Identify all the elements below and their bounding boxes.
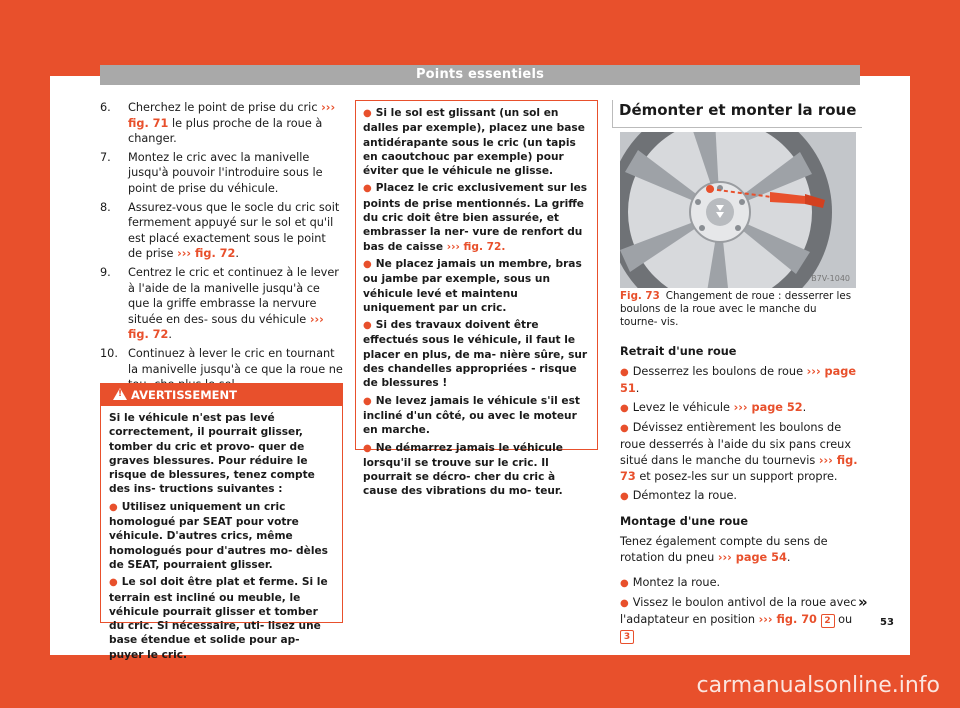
warning-bullet [109, 500, 334, 572]
bullet-icon: ● [620, 403, 629, 414]
instruction-text: Démontez la roue. [632, 489, 738, 502]
step-item [100, 100, 343, 147]
bullet-icon: ● [620, 491, 629, 502]
instruction-text: Desserrez les boulons de roue [632, 365, 807, 378]
instruction-text-after: et posez-les sur un support propre. [635, 470, 838, 483]
caution-bullet [363, 257, 590, 315]
instruction-text: Vissez le boulon antivol de la roue avec l'adaptateur en position [620, 596, 857, 626]
step-text-after: le plus proche de la roue à changer. [128, 116, 323, 146]
caution-bullet [363, 394, 590, 438]
bullet-icon: ● [363, 258, 372, 270]
wheel-illustration [620, 132, 856, 288]
position-marker: 2 [821, 614, 835, 628]
bullet-icon: ● [363, 442, 372, 454]
position-marker: 3 [620, 630, 634, 644]
bullet-icon: ● [620, 423, 629, 434]
bullet-icon: ● [620, 367, 629, 378]
subheading-mounting: Montage d'une roue [620, 515, 749, 528]
caution-text: Ne levez jamais le véhicule s'il est incliné d'un côté, ou avec le moteur en marche. [363, 394, 580, 437]
warning-bullet-text: Utilisez uniquement un cric homologué par SEAT pour votre véhicule. D'autres crics, même homologués pour d'autres mo- dèles de SEAT, pourraient glisser. [109, 500, 328, 571]
connector-text: ou [838, 613, 853, 626]
bullet-icon: ● [363, 108, 372, 119]
section-title: Démonter et monter la roue [612, 100, 862, 128]
step-number: 8. [100, 200, 111, 214]
instruction-bullet [620, 595, 860, 644]
caution-bullet [363, 181, 590, 253]
page-link[interactable]: ››› page 51 [620, 365, 856, 395]
caution-bullet [363, 441, 590, 499]
instruction-text: Levez le véhicule [632, 401, 734, 414]
warning-bullet [109, 575, 334, 662]
figure-tag: B7V-1040 [811, 274, 850, 283]
bullet-icon: ● [620, 578, 629, 589]
instruction-text: Dévissez entièrement les boulons de roue desserrés à l'aide du six pans creux situé dans le manche du tournevis [620, 421, 852, 467]
caution-bullet [363, 318, 590, 390]
figure-link[interactable]: ››› fig. 72 [177, 247, 236, 261]
instruction-bullet [620, 488, 860, 505]
warning-title: AVERTISSEMENT [131, 388, 238, 402]
warning-triangle-icon [113, 388, 127, 400]
instruction-bullet: ● Desserrez les boulons de roue ››› page 51. [620, 365, 856, 395]
caution-bullet [363, 106, 590, 178]
instruction-bullet [620, 420, 860, 485]
figure-number: Fig. 73 [620, 290, 660, 302]
warning-header [101, 384, 342, 406]
border-left [0, 0, 50, 708]
caution-text: Ne placez jamais un membre, bras ou jambe par exemple, sous un véhicule levé et maintenu uniquement par un cric. [363, 257, 582, 314]
bullet-icon: ● [363, 183, 372, 195]
wheel-section [612, 100, 862, 642]
section-header: Points essentiels [100, 65, 860, 85]
step-number: 7. [100, 150, 111, 164]
subheading-removal: Retrait d'une roue [620, 345, 737, 358]
warning-body [101, 406, 342, 662]
instruction-paragraph: Tenez également compte du sens de rotation du pneu ››› page 54. [620, 535, 828, 564]
wheel-figure [620, 132, 856, 288]
figure-caption [620, 290, 856, 329]
bullet-icon: ● [109, 501, 118, 513]
step-number: 9. [100, 265, 111, 279]
step-number: 10. [100, 346, 118, 360]
page-link[interactable]: ››› page 54 [717, 551, 787, 564]
figure-link[interactable]: ››› fig. 73 [620, 454, 858, 483]
step-text: Cherchez le point de prise du cric [128, 101, 322, 114]
step-text: Centrez le cric et continuez à le lever à l'aide de la manivelle jusqu'à ce que la griffe embrasse la nervure située en des- sous du véhicule [128, 265, 339, 326]
continue-chevron-icon: » [858, 593, 868, 611]
instruction-text: Montez la roue. [632, 576, 721, 589]
bullet-icon: ● [620, 598, 629, 609]
figure-link[interactable]: ››› fig. 72 [128, 312, 324, 342]
caption-text: Changement de roue : desserrer les boulons de la roue avec le manche du tourne- vis. [620, 290, 852, 328]
step-text-after: . [235, 247, 239, 261]
figure-link[interactable]: ››› fig. 72. [446, 240, 506, 253]
bullet-icon: ● [109, 577, 118, 589]
step-text: Continuez à lever le cric en tournant la manivelle jusqu'à ce que la roue ne [128, 346, 343, 376]
caution-text: Si des travaux doivent être effectués sous le véhicule, il faut le placer en plus, de ma- nière sûre, sur des chandelles appropriées - risque de blessures ! [363, 319, 588, 390]
step-item [100, 200, 343, 262]
step-item [100, 265, 343, 343]
border-right [910, 0, 960, 708]
page-number: 53 [880, 617, 894, 628]
warning-continuation-box [355, 100, 598, 498]
caution-text: Placez le cric exclusivement sur les points de prise mentionnés. La griffe du cric doit être bien assurée, et embrasser la ner- vure de renfort du bas de caisse [363, 182, 588, 253]
warning-box [100, 383, 343, 661]
step-text: Assurez-vous que le socle du cric soit fermement appuyé sur le sol et qu'il est placé exactement sous le point de prise [128, 200, 340, 261]
warning-intro: Si le véhicule n'est pas levé correctement, il pourrait glisser, tomber du cric et provo- quer de graves blessures. Pour réduire le risque de blessures, tenez compte des ins- tructions suivantes : [109, 412, 315, 496]
instruction-text: Tenez également compte du sens de rotation du pneu [620, 535, 828, 564]
bullet-icon: ● [363, 320, 372, 332]
figure-link[interactable]: ››› fig. 70 [758, 613, 817, 626]
step-text: Montez le cric avec la manivelle jusqu'à pouvoir l'introduire sous le point de prise du véhicule. [128, 150, 323, 195]
watermark: carmanualsonline.info [696, 673, 940, 698]
step-number: 6. [100, 101, 111, 114]
instruction-bullet [620, 575, 860, 592]
step-text-after: . [168, 328, 172, 342]
page-link[interactable]: ››› page 52 [733, 401, 803, 414]
instruction-bullet: ● Levez le véhicule ››› page 52. [620, 401, 807, 414]
bullet-icon: ● [363, 395, 372, 407]
step-item [100, 150, 343, 197]
instructions [620, 344, 860, 647]
caution-text: Si le sol est glissant (un sol en dalles par exemple), placez une base antidérapante sous le cric (un tapis en caoutchouc par exemple) pour éviter que le véhicule ne glisse. [363, 107, 585, 178]
figure-link[interactable]: ››› fig. 71 [128, 101, 336, 130]
caution-text: Ne démarrez jamais le véhicule lorsqu'il se trouve sur le cric. Il pourrait se décro- cher du cric à cause des vibrations du mo- teur. [363, 441, 563, 498]
warning-bullet-text: Le sol doit être plat et ferme. Si le terrain est incliné ou meuble, le véhicule pourrait glisser et tomber du cric. Si nécessaire, uti- lisez une base étendue et solide pour ap- puyer le cric. [109, 576, 328, 661]
steps-column [100, 100, 343, 396]
